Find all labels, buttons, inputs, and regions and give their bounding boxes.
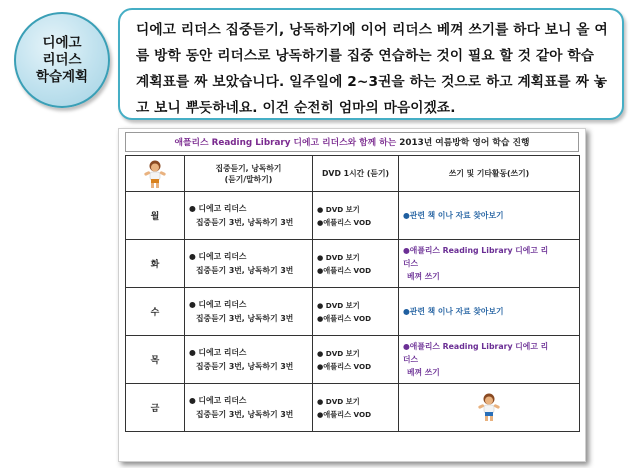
topic-badge [14,12,110,108]
day-cell: 화 [126,240,185,288]
activity-line: 집중듣기 3번, 낭독하기 3번 [196,409,294,419]
writing-cell [399,240,580,288]
table-row [126,288,580,336]
day-cell: 수 [126,288,185,336]
table-row [126,240,580,288]
dvd-cell [313,336,399,384]
listen-speak-cell [185,288,313,336]
dvd-cell [313,384,399,432]
header-corner-cell [126,156,185,192]
activity-line: ● 디에고 리더스 [189,395,247,405]
plan-title [125,132,579,152]
writing-cell [399,336,580,384]
badge-label: 디에고 리더스 학습계획 [35,34,89,85]
study-plan-document [118,128,586,462]
boy-character-icon [142,159,168,189]
day-cell: 금 [126,384,185,432]
writing-line: 더스 [403,259,419,268]
speech-text: 디에고 리더스 집중듣기, 낭독하기에 이어 리더스 베껴 쓰기를 하다 보니 올 여름 방학 동안 리더스로 낭독하기를 집중 연습하는 것이 필요 할 것 같아 학습 계획표를 짜 보았습니다. 일주일에 2~3권을 하는 것으로 하고 계획표를 짜 놓고 보니 뿌듯하네요. 이건 순전히 엄마의 마음이겠죠. [136,22,608,116]
header-writing: 쓰기 및 기타활동(쓰기) [399,156,580,192]
table-row [126,336,580,384]
activity-line: 집중듣기 3번, 낭독하기 3번 [196,313,294,323]
dvd-line: ● DVD 보기 [317,300,360,310]
dvd-line: ● DVD 보기 [317,396,360,406]
day-cell: 목 [126,336,185,384]
dvd-cell [313,240,399,288]
table-row [126,192,580,240]
activity-line: 집중듣기 3번, 낭독하기 3번 [196,217,294,227]
activity-line: ● 디에고 리더스 [189,299,247,309]
boy-character-icon [476,392,502,422]
plan-title-part1: 애플리스 Reading Library 디에고 리더스와 함께 하는 [174,138,397,148]
writing-line: ●애플리스 Reading Library 디에고 리 [403,342,549,351]
speech-bubble [118,8,624,120]
activity-line: ● 디에고 리더스 [189,203,247,213]
table-row [126,384,580,432]
vod-line: ●애플리스 VOD [317,217,372,227]
writing-cell [399,384,580,432]
dvd-line: ● DVD 보기 [317,348,360,358]
activity-line: ● 디에고 리더스 [189,251,247,261]
activity-line: 집중듣기 3번, 낭독하기 3번 [196,265,294,275]
dvd-line: ● DVD 보기 [317,204,360,214]
vod-line: ●애플리스 VOD [317,265,372,275]
day-cell: 월 [126,192,185,240]
listen-speak-cell [185,192,313,240]
listen-speak-cell [185,336,313,384]
listen-speak-cell [185,384,313,432]
writing-line: 베껴 쓰기 [407,368,440,377]
dvd-line: ● DVD 보기 [317,252,360,262]
writing-line: ●관련 책 이나 자료 찾아보기 [403,211,504,220]
writing-line: 베껴 쓰기 [407,272,440,281]
activity-line: 집중듣기 3번, 낭독하기 3번 [196,361,294,371]
dvd-cell [313,288,399,336]
writing-line: ●애플리스 Reading Library 디에고 리 [403,246,549,255]
header-dvd: DVD 1시간 (듣기) [313,156,399,192]
listen-speak-cell [185,240,313,288]
activity-line: ● 디에고 리더스 [189,347,247,357]
vod-line: ●애플리스 VOD [317,313,372,323]
writing-cell [399,192,580,240]
plan-table [125,155,580,432]
table-header-row [126,156,580,192]
writing-cell [399,288,580,336]
writing-line: 더스 [403,355,419,364]
header-listen-speak: 집중듣기, 낭독하기 (듣기/말하기) [185,156,313,192]
dvd-cell [313,192,399,240]
writing-line: ●관련 책 이나 자료 찾아보기 [403,307,504,316]
vod-line: ●애플리스 VOD [317,361,372,371]
plan-title-part2: 2013년 여름방학 영어 학습 진행 [396,138,530,148]
vod-line: ●애플리스 VOD [317,409,372,419]
